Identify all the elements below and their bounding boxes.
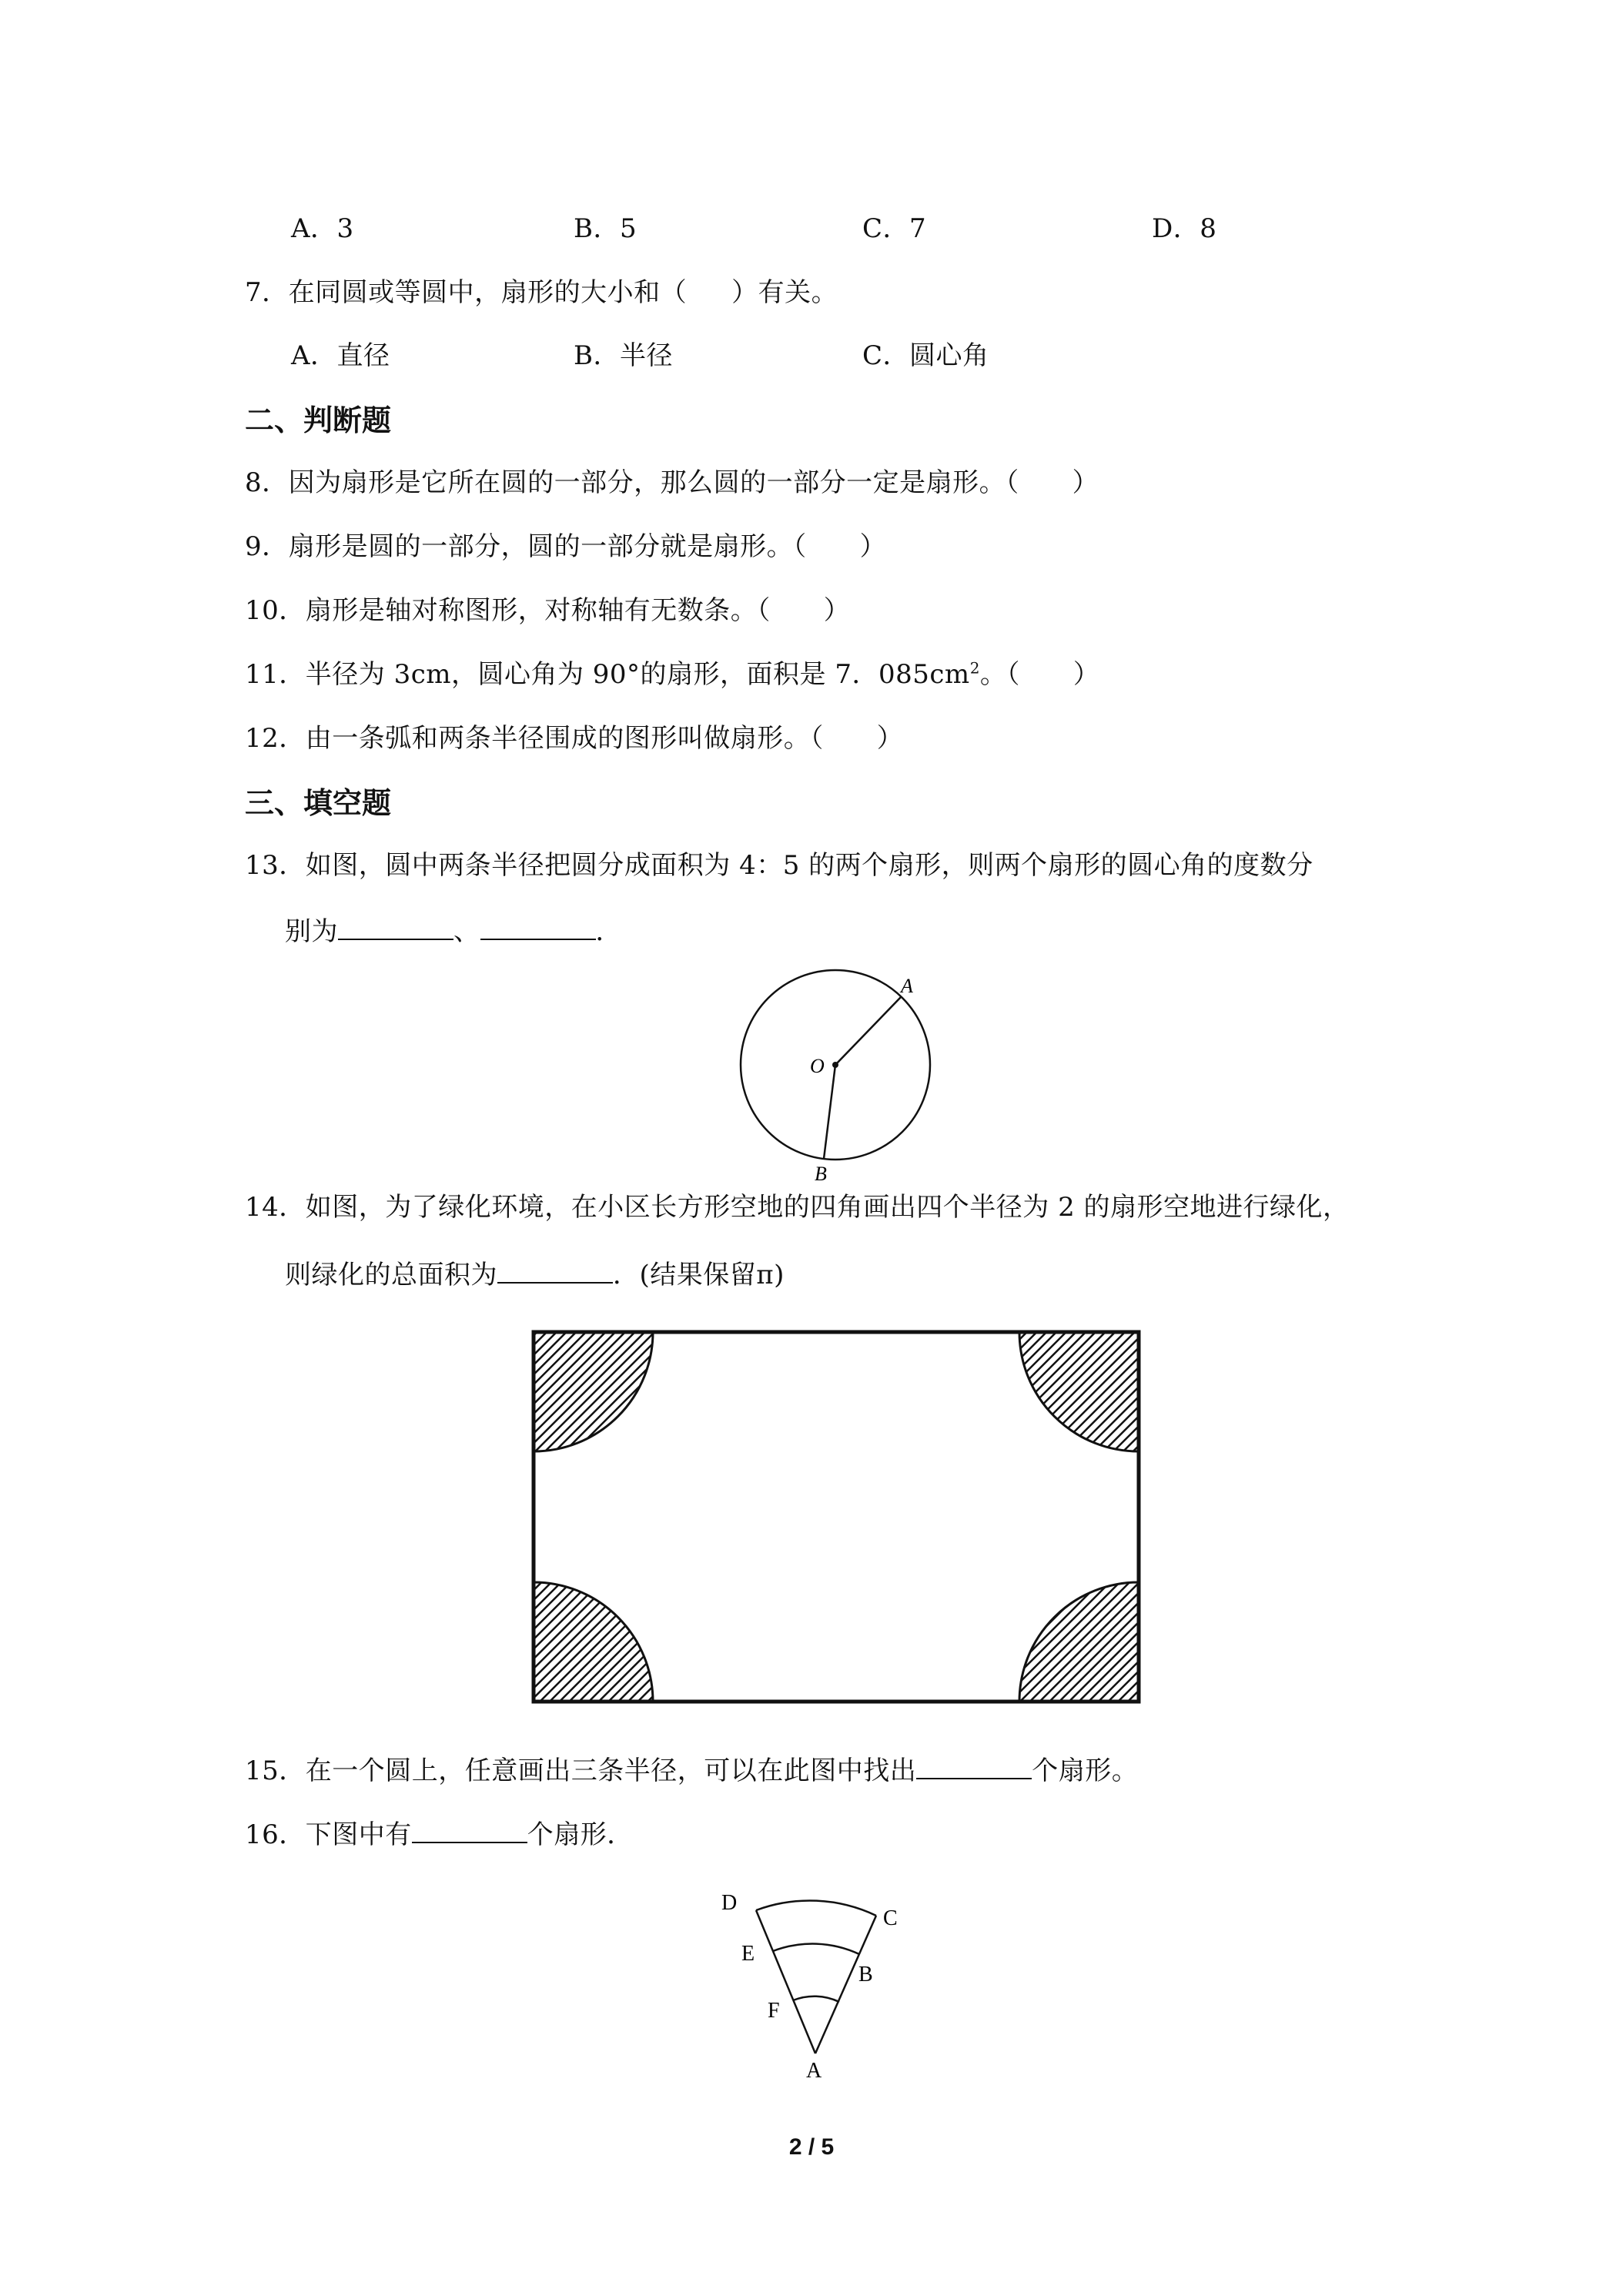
q13-radius-ob [824, 1065, 835, 1159]
q16-label-b: B [858, 1963, 873, 1986]
q13-center-dot [832, 1062, 838, 1068]
q16-text [245, 1819, 634, 1850]
section-title-fill-blank: 三、填空题 [245, 786, 392, 820]
q13-line2-end: ． [595, 916, 622, 947]
q14-line2-start: 则绿化的总面积为 [285, 1260, 497, 1290]
q11-superscript: 2 [969, 658, 980, 678]
q16-text-start: 16．下图中有 [245, 1819, 412, 1850]
q16-radius-ad [756, 1910, 815, 2053]
q7-stem [245, 277, 838, 308]
q14-answer-blank[interactable] [497, 1260, 613, 1284]
q7-option-b: B．半径 [574, 340, 673, 371]
q16-label-a: A [806, 2059, 822, 2079]
q16-arc-eb [773, 1943, 859, 1954]
q13-answer-blank-1[interactable] [338, 917, 453, 940]
q6-option-d: D．8 [1152, 213, 1217, 244]
q7-stem-end: ）有关。 [731, 277, 838, 308]
q16-arc-inner [793, 1996, 839, 2002]
q15-text-end: 个扇形。 [1032, 1755, 1139, 1786]
section-title-judgement: 二、判断题 [245, 403, 392, 437]
q13-line2-start: 别为 [285, 916, 338, 947]
q13-line1: 13．如图，圆中两条半径把圆分成面积为 4：5 的两个扇形，则两个扇形的圆心角的度数分 [245, 850, 1313, 881]
q10-text: 10．扇形是轴对称图形，对称轴有无数条。（ ） [245, 595, 851, 626]
q7-option-c: C．圆心角 [862, 340, 989, 371]
q6-option-a: A．3 [291, 213, 354, 244]
q14-rectangle-figure [530, 1328, 1143, 1705]
q11-text [245, 659, 1099, 690]
q14-sector-top-left [534, 1332, 653, 1451]
q14-sector-top-right [1019, 1332, 1139, 1451]
q13-label-o: O [810, 1055, 825, 1077]
q16-label-c: C [883, 1906, 898, 1930]
q16-answer-blank[interactable] [412, 1820, 527, 1843]
q12-text: 12．由一条弧和两条半径围成的图形叫做扇形。（ ） [245, 723, 904, 754]
q7-option-a: A．直径 [291, 340, 390, 371]
q11-text-end: 。（ ） [979, 659, 1100, 690]
q16-label-f: F [768, 1999, 780, 2023]
q15-text-start: 15．在一个圆上，任意画出三条半径，可以在此图中找出 [245, 1755, 917, 1786]
q13-radius-oa [835, 997, 901, 1065]
q9-text: 9．扇形是圆的一部分，圆的一部分就是扇形。（ ） [245, 531, 887, 562]
q7-stem-start: 7．在同圆或等圆中，扇形的大小和（ [245, 277, 688, 308]
q16-label-d: D [721, 1891, 738, 1915]
q16-arc-dc [756, 1900, 876, 1916]
q13-label-b: B [815, 1163, 827, 1182]
q14-sector-bottom-right [1019, 1582, 1139, 1702]
q16-sector-figure [712, 1879, 951, 2079]
q11-text-start: 11．半径为 3cm，圆心角为 90°的扇形，面积是 7．085cm [245, 659, 970, 690]
q14-line2 [285, 1260, 785, 1290]
q13-label-a: A [901, 975, 913, 997]
q16-label-e: E [741, 1942, 755, 1966]
q14-line1: 14．如图，为了绿化环境，在小区长方形空地的四角画出四个半径为 2 的扇形空地进行绿化， [245, 1192, 1350, 1223]
q15-text [245, 1755, 1138, 1786]
q14-sector-bottom-left [534, 1582, 653, 1702]
q13-answer-blank-2[interactable] [480, 917, 596, 940]
q6-option-c: C．7 [862, 213, 927, 244]
q15-answer-blank[interactable] [916, 1756, 1032, 1779]
q13-circle-figure [724, 966, 947, 1182]
q6-option-b: B．5 [574, 213, 637, 244]
q14-line2-end: ．(结果保留π) [613, 1260, 785, 1290]
q13-separator: 、 [453, 916, 480, 947]
q8-text: 8．因为扇形是它所在圆的一部分，那么圆的一部分一定是扇形。（ ） [245, 467, 1099, 498]
q13-line2 [285, 916, 622, 947]
page-number: 2 / 5 [788, 2134, 835, 2160]
q16-text-end: 个扇形． [527, 1819, 634, 1850]
